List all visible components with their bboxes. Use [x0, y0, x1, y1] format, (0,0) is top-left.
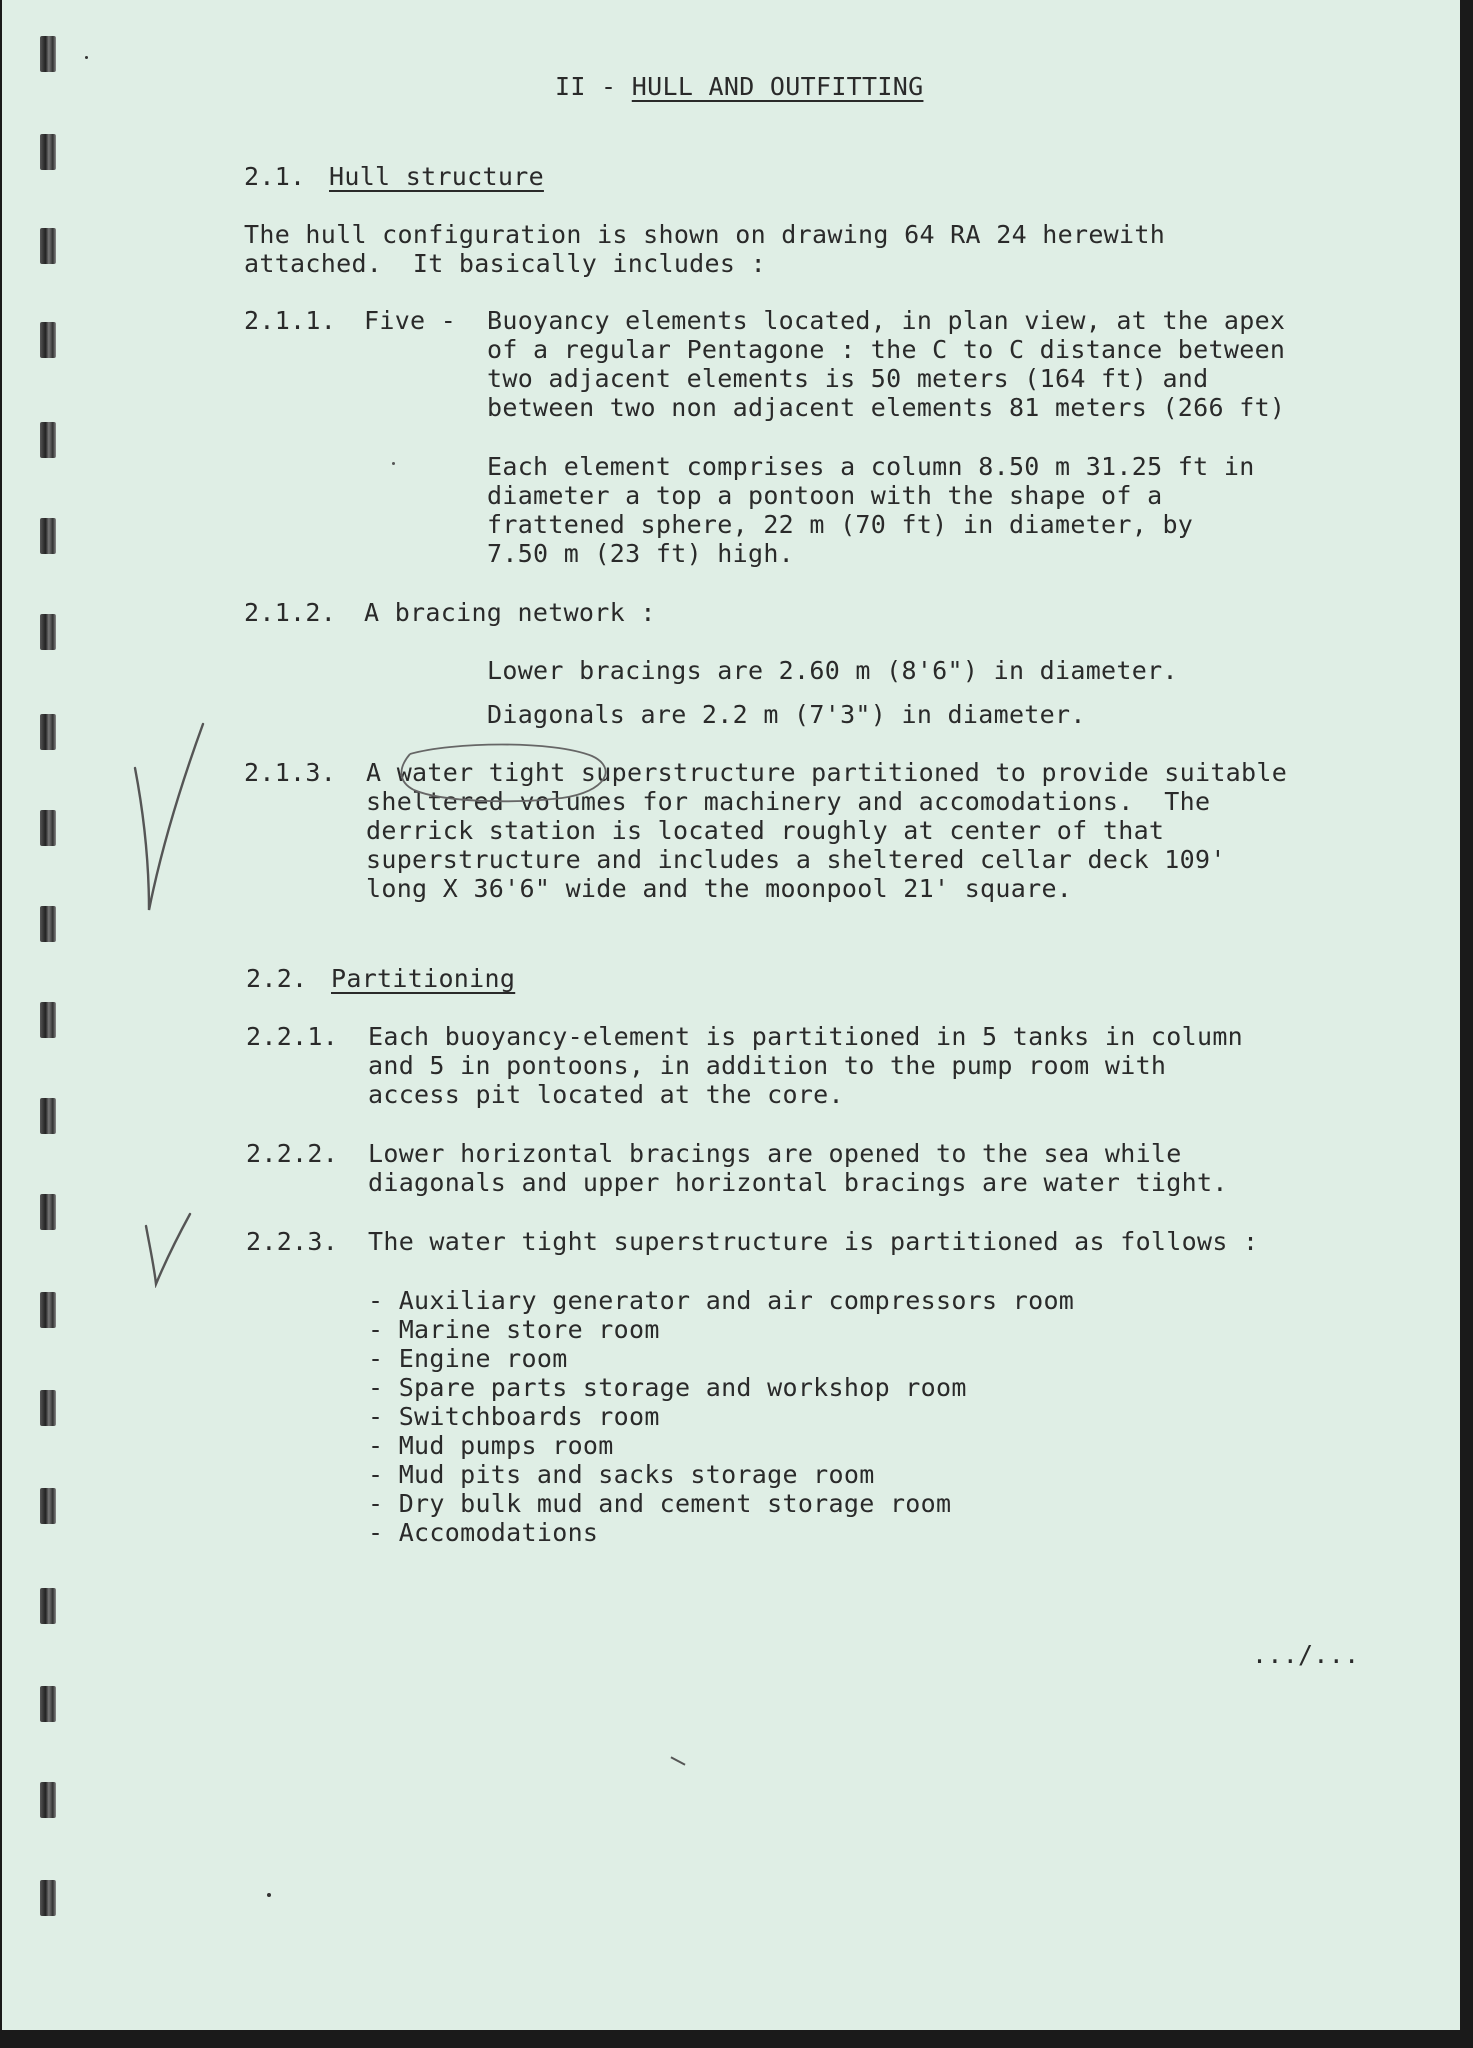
binder-ring: [40, 810, 56, 846]
item-223-number: 2.2.3.: [246, 1227, 339, 1256]
heading-partitioning-number: 2.2.: [246, 964, 308, 993]
room-list-item: - Spare parts storage and workshop room: [368, 1373, 967, 1402]
item-211-line-3: two adjacent elements is 50 meters (164 ft) and: [487, 364, 1209, 393]
item-221-line-1: Each buoyancy-element is partitioned in 5 tanks in column: [368, 1022, 1244, 1051]
item-212-lower-bracings: Lower bracings are 2.60 m (8'6") in diameter.: [487, 656, 1178, 685]
item-212-number: 2.1.2.: [244, 598, 337, 627]
hull-intro-line-1: The hull configuration is shown on drawing 64 RA 24 herewith: [244, 220, 1166, 249]
item-211-para2-line-1: Each element comprises a column 8.50 m 31.25 ft in: [487, 452, 1255, 481]
item-211-number: 2.1.1.: [244, 306, 337, 335]
binder-ring: [40, 614, 56, 650]
hull-intro-line-2: attached. It basically includes :: [244, 249, 766, 278]
binder-ring: [40, 714, 56, 750]
room-list-item: - Accomodations: [368, 1518, 599, 1547]
item-221-line-3: access pit located at the core.: [368, 1080, 844, 1109]
item-211-line-1: Buoyancy elements located, in plan view, at the apex: [487, 306, 1286, 335]
item-211-para2-line-3: frattened sphere, 22 m (70 ft) in diameter, by: [487, 510, 1194, 539]
section-title-text: HULL AND OUTFITTING: [631, 72, 924, 101]
item-222-line-2: diagonals and upper horizontal bracings are water tight.: [368, 1168, 1228, 1197]
item-213-line-3: derrick station is located roughly at center of that: [366, 816, 1165, 845]
item-211-lead: Five -: [364, 306, 457, 335]
binder-ring: [40, 1488, 56, 1524]
item-213-line-2: sheltered volumes for machinery and accomodations. The: [366, 787, 1211, 816]
item-222-line-1: Lower horizontal bracings are opened to the sea while: [368, 1139, 1182, 1168]
heading-hull-number: 2.1.: [244, 162, 306, 191]
binder-ring: [40, 1390, 56, 1426]
binder-ring: [40, 1880, 56, 1916]
room-list-item: - Mud pits and sacks storage room: [368, 1460, 875, 1489]
item-211-line-2: of a regular Pentagone : the C to C distance between: [487, 335, 1286, 364]
binder-ring: [40, 1098, 56, 1134]
binder-ring: [40, 228, 56, 264]
item-213-line-4: superstructure and includes a sheltered cellar deck 109': [366, 845, 1226, 874]
binder-ring: [40, 1194, 56, 1230]
pencil-checkmark-icon: [127, 720, 217, 920]
binder-ring: [40, 36, 56, 72]
paper-speck: [85, 56, 88, 59]
binder-ring: [40, 1002, 56, 1038]
room-list-item: - Auxiliary generator and air compressors room: [368, 1286, 1075, 1315]
item-211-para2-line-2: diameter a top a pontoon with the shape of a: [487, 481, 1163, 510]
binder-ring: [40, 1782, 56, 1818]
binder-ring: [40, 1588, 56, 1624]
heading-partitioning: Partitioning: [331, 964, 516, 993]
room-list-item: - Marine store room: [368, 1315, 660, 1344]
binder-ring: [40, 1292, 56, 1328]
binder-ring: [40, 422, 56, 458]
binder-ring: [40, 1686, 56, 1722]
document-page: [2, 0, 1460, 2030]
section-title: II - HULL AND OUTFITTING: [555, 72, 924, 101]
paper-speck: [670, 1756, 685, 1765]
item-211-para2-line-4: 7.50 m (23 ft) high.: [487, 539, 795, 568]
item-223-text: The water tight superstructure is partitioned as follows :: [368, 1227, 1259, 1256]
item-213-line-5: long X 36'6" wide and the moonpool 21' square.: [366, 874, 1073, 903]
binder-ring: [40, 322, 56, 358]
binder-ring: [40, 906, 56, 942]
item-213-number: 2.1.3.: [244, 758, 337, 787]
paper-speck: [267, 1893, 271, 1897]
binder-ring: [40, 518, 56, 554]
paper-speck: [392, 462, 395, 465]
item-213-line-1: A water tight superstructure partitioned to provide suitable: [366, 758, 1288, 787]
item-211-line-4: between two non adjacent elements 81 meters (266 ft): [487, 393, 1286, 422]
item-212-text: A bracing network :: [364, 598, 656, 627]
item-222-number: 2.2.2.: [246, 1139, 339, 1168]
pencil-checkmark-icon: [140, 1208, 200, 1288]
room-list-item: - Dry bulk mud and cement storage room: [368, 1489, 952, 1518]
heading-hull-structure: Hull structure: [329, 162, 544, 191]
continuation-mark: .../...: [1252, 1640, 1360, 1669]
room-list-item: - Mud pumps room: [368, 1431, 614, 1460]
item-221-number: 2.2.1.: [246, 1022, 339, 1051]
item-221-line-2: and 5 in pontoons, in addition to the pump room with: [368, 1051, 1167, 1080]
room-list-item: - Engine room: [368, 1344, 568, 1373]
binder-ring: [40, 134, 56, 170]
item-212-diagonals: Diagonals are 2.2 m (7'3") in diameter.: [487, 700, 1086, 729]
room-list-item: - Switchboards room: [368, 1402, 660, 1431]
